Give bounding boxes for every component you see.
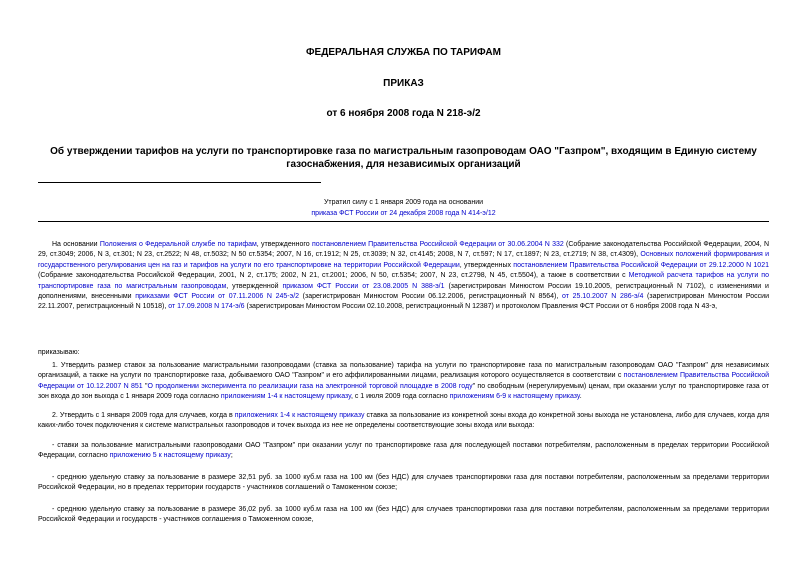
divider-full: [38, 221, 769, 222]
doc-date-number: от 6 ноября 2008 года N 218-э/2: [326, 108, 481, 119]
status-note: [160, 197, 647, 219]
link-gov-decree-1021[interactable]: постановлением Правительства Российской Федерации от 29.12.2000 N 1021: [513, 261, 769, 269]
link-fst-order-245[interactable]: приказами ФСТ России от 07.11.2006 N 245-э/2: [135, 293, 300, 301]
link-appendix-1-4-b[interactable]: приложениях 1-4 к настоящему приказу: [234, 412, 365, 419]
link-appendix-6-9[interactable]: приложениям 6-9 к настоящему приказу: [449, 393, 580, 401]
link-fst-regulation[interactable]: Положения о Федеральной службе по тарифам: [99, 241, 257, 248]
repeal-order-link[interactable]: приказа ФСТ России от 24 декабря 2008 года N 414-э/12: [311, 210, 496, 217]
link-appendix-1-4[interactable]: приложениям 1-4 к настоящему приказу: [220, 393, 351, 401]
link-tariff-methodology[interactable]: Методикой расчета тарифов на услуги по транспортировке газа по магистральным газопроводам: [38, 272, 769, 290]
clause-1: 1. Утвердить размер ставок за пользование магистральными газопроводами (ставка за пользование) тарифа на услуги по транспортировке газа по магистральным газопроводам ОАО "Газпром" для независимых организаций, а также на услуги по транспортировке газа, добываемого ОАО "Газпром" и его аффилированными лицами, реализация которого осуществляется в соответствии с постановлением Правительства Российской Федерации от 10.12.2007 N 851 "О продолжении эксперимента по реализации газа на электронной торговой площадке в 2008 году" по свободным (нерегулируемым) ценам, при оказании услуг по транспортировке газа от зон входа до зон выхода с 1 января 2009 года согласно приложениям 1-4 к настоящему приказу, с 1 июля 2009 года согласно приложениям 6-9 к настоящему приказу.: [38, 362, 770, 401]
link-appendix-5[interactable]: приложению 5 к настоящему приказу: [109, 452, 231, 460]
order-word: приказываю:: [38, 349, 80, 356]
doc-title: Об утверждении тарифов на услуги по транспортировке газа по магистральным газопроводам ОАО "Газпром", входящим в Единую систему газоснабжения, для независимых организаций: [50, 146, 757, 170]
agency-heading: ФЕДЕРАЛЬНАЯ СЛУЖБА ПО ТАРИФАМ: [306, 47, 501, 58]
clause-2-item-2: - среднюю удельную ставку за пользование в размере 32,51 руб. за 1000 куб.м газа на 100 км (без НДС) для случаев транспортировки газа для поставки потребителям, расположенным за пределами территории Российской Федерации, но в пределах территории государств - участников соглашений о Таможенном союзе;: [38, 474, 769, 492]
link-gov-decree-851[interactable]: постановлением Правительства Российской Федерации от 10.12.2007 N 851: [38, 372, 770, 390]
link-order-174[interactable]: от 17.09.2008 N 174-э/6: [168, 303, 245, 311]
link-experiment-2008[interactable]: О продолжении эксперимента по реализации газа на электронной торговой площадке в 2008 году: [147, 382, 473, 390]
clause-2-item-1: - ставки за пользование магистральными газопроводами ОАО "Газпром" при оказании услуг по транспортировке газа для последующей поставки потребителям, расположенным в пределах территории Российской Федерации, согласно приложению 5 к настоящему приказу;: [38, 442, 769, 460]
status-note-text: Утратил силу с 1 января 2009 года на основании: [323, 199, 484, 206]
link-order-286[interactable]: от 25.10.2007 N 286-э/4: [561, 293, 644, 301]
link-fst-order-388[interactable]: приказом ФСТ России от 23.08.2005 N 388-э/1: [282, 282, 445, 290]
preamble-paragraph: На основании Положения о Федеральной службе по тарифам, утвержденного постановлением Правительства Российской Федерации от 30.06.2004 N 332 (Собрание законодательства Российской Федерации, 2004, N 29, ст.3049; 2006, N 3, ст.301; N 23, ст.2522; N 48, ст.5032; N 50 ст.5354; 2007, N 16, ст.1912; N 25, ст.3039; N 32, ст.4145; 2008, N 7, ст.597; N 17, ст.1897; N 23, ст.2719; N 38, ст.4309), Основных положений формирования и государственного регулирования цен на газ и тарифов на услуги по его транспортировке на территории Российской Федерации, утвержденных постановлением Правительства Российской Федерации от 29.12.2000 N 1021 (Собрание законодательства Российской Федерации, 2001, N 2, ст.175; 2002, N 21, ст.2001; 2006, N 50, ст.5354; 2007, N 23, ст.2798, N 45, ст.5504), а также в соответствии с Методикой расчета тарифов на услуги по транспортировке газа по магистральным газопроводам, утвержденной приказом ФСТ России от 23.08.2005 N 388-э/1 (зарегистрирован Минюстом России 19.10.2005, регистрационный N 7102), с изменениями и дополнениями, внесенными приказами ФСТ России от 07.11.2006 N 245-э/2 (зарегистрирован Минюстом России 06.12.2006, регистрационный N 8564), от 25.10.2007 N 286-э/4 (зарегистрирован Минюстом России 22.11.2007, регистрационный N 10518), от 17.09.2008 N 174-э/6 (зарегистрирован Минюстом России 02.10.2008, регистрационный N 12387) и протоколом Правления ФСТ России от 6 ноября 2008 года N 43-э,: [38, 241, 770, 311]
divider-short: [38, 182, 321, 183]
link-gov-decree-332[interactable]: постановлением Правительства Российской Федерации от 30.06.2004 N 332: [311, 241, 564, 248]
link-basic-provisions[interactable]: Основных положений формирования и государственного регулирования цен на газ и тарифов на услуги по его транспортировке на территории Российской Федерации: [38, 251, 769, 269]
clause-2: 2. Утвердить с 1 января 2009 года для случаев, когда в приложениях 1-4 к настоящему приказу ставка за пользование из конкретной зоны входа до конкретной зоны выхода не установлена, либо для случаев, когда для каких-либо точек подключения к системе магистральных газопроводов и точек выхода из нее не определены соответствующие зоны входа или выхода:: [38, 412, 770, 430]
clause-2-item-3: - среднюю удельную ставку за пользование в размере 36,02 руб. за 1000 куб.м газа на 100 км (без НДС) для случаев транспортировки газа для поставки потребителям, расположенным за пределами территории Российской Федерации и государств - участников соглашения о Таможенном союзе,: [38, 506, 769, 524]
doc-type-heading: ПРИКАЗ: [383, 78, 424, 89]
